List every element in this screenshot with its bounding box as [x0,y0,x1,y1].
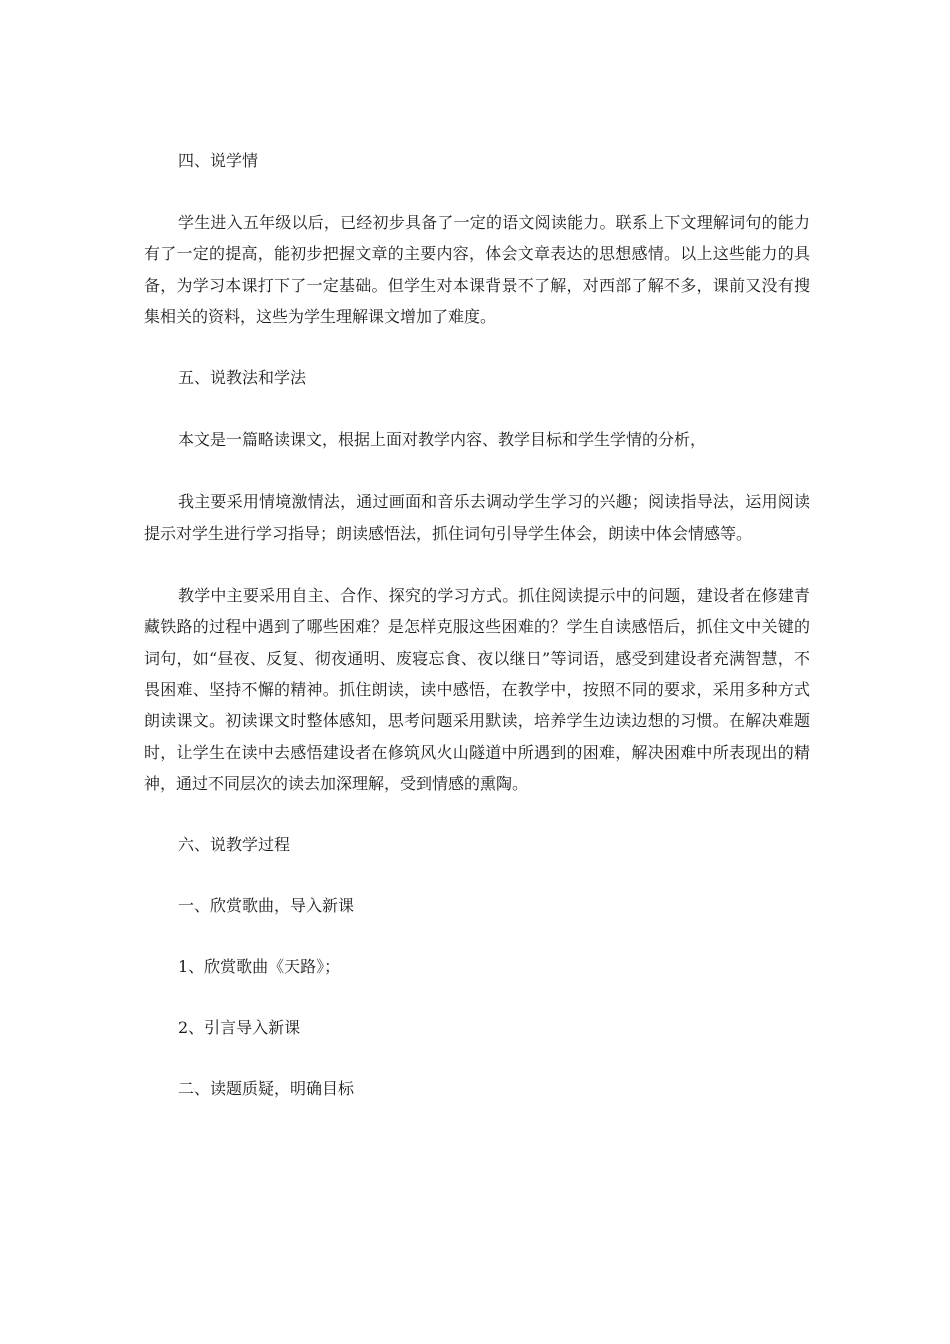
step-item-1: 1、欣赏歌曲《天路》； [178,957,341,977]
step-item-2: 2、引言导入新课 [178,1018,301,1038]
paragraph-methods-main: 我主要采用情境激情法，通过画面和音乐去调动学生学习的兴趣；阅读指导法，运用阅读提示对学生进行学习指导；朗读感悟法，抓住词句引导学生体会，朗读中体会情感等。 [144,492,810,543]
paragraph-learning-situation: 学生进入五年级以后，已经初步具备了一定的语文阅读能力。联系上下文理解词句的能力有了一定的提高，能初步把握文章的主要内容，体会文章表达的思想感情。以上这些能力的具备，为学习本课打下了一定基础。但学生对本课背景不了解，对西部了解不多，课前又没有搜集相关的资料，这些为学生理解课文增加了难度。 [144,213,810,326]
section-heading-teaching-methods: 五、说教法和学法 [178,368,307,388]
paragraph-methods-intro: 本文是一篇略读课文，根据上面对教学内容、教学目标和学生学情的分析， [178,430,707,450]
document-page [144,146,810,1135]
section-heading-learning-situation: 四、说学情 [178,151,259,170]
step-heading-song-intro: 一、欣赏歌曲，导入新课 [178,896,355,916]
section-heading-teaching-process: 六、说教学过程 [178,835,291,855]
step-heading-read-title: 二、读题质疑，明确目标 [178,1079,355,1099]
paragraph-learning-approach: 教学中主要采用自主、合作、探究的学习方式。抓住阅读提示中的问题，建设者在修建青藏铁路的过程中遇到了哪些困难？是怎样克服这些困难的？学生自读感悟后，抓住文中关键的词句，如“昼夜、反复、彻夜通明、废寝忘食、夜以继日”等词语，感受到建设者充满智慧，不畏困难、坚持不懈的精神。抓住朗读，读中感悟，在教学中，按照不同的要求，采用多种方式朗读课文。初读课文时整体感知，思考问题采用默读，培养学生边读边想的习惯。在解决难题时，让学生在读中去感悟建设者在修筑风火山隧道中所遇到的困难，解决困难中所表现出的精神，通过不同层次的读去加深理解，受到情感的熏陶。 [144,586,810,793]
